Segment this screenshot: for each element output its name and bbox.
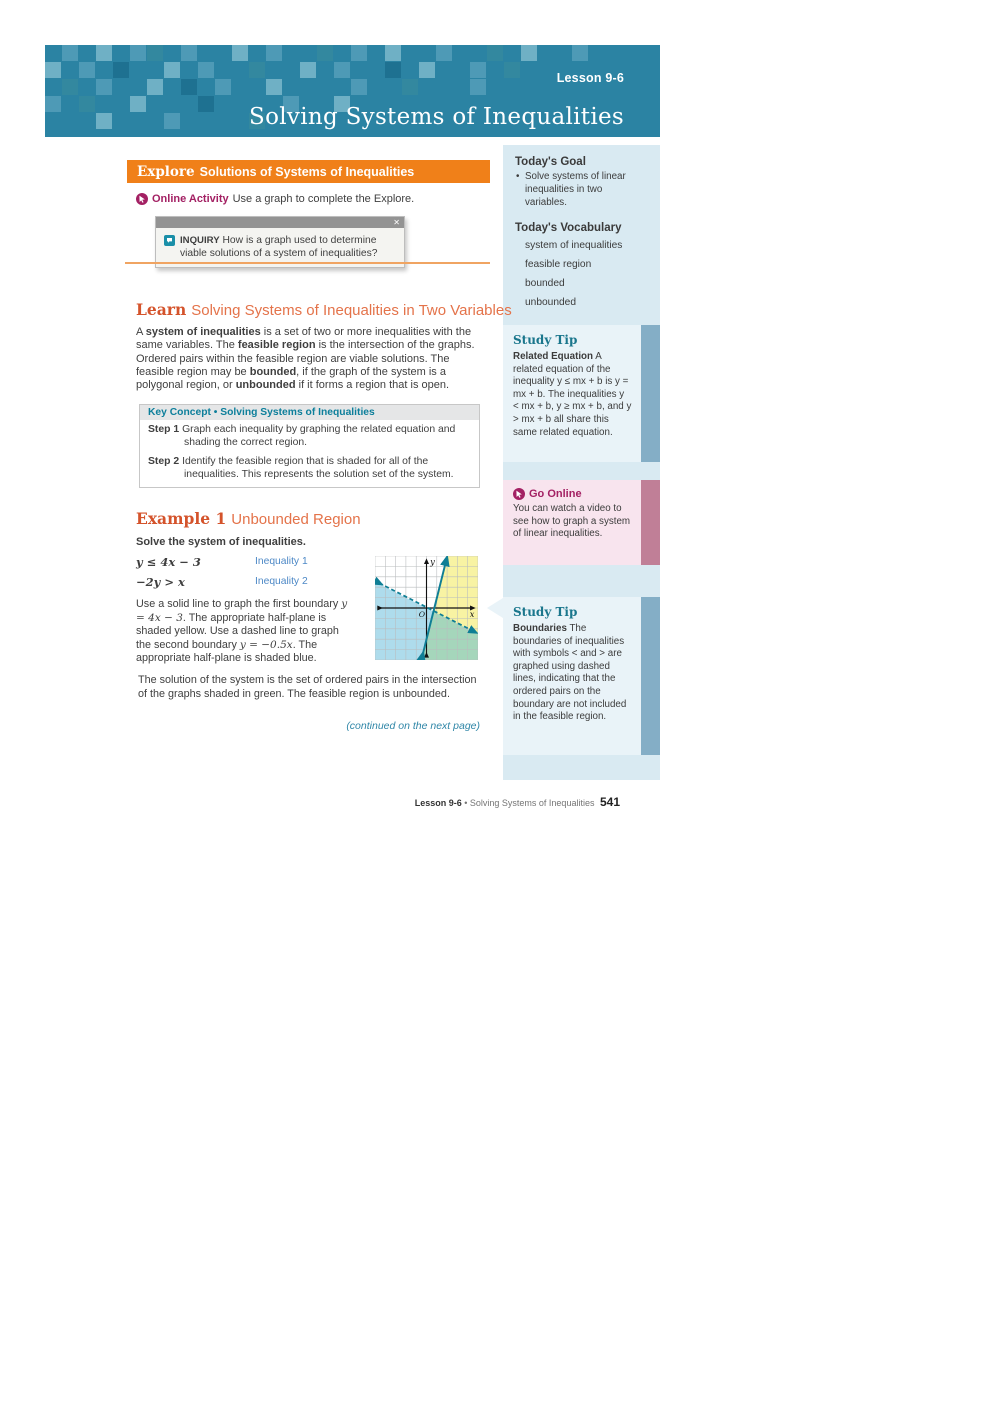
go-online-strip bbox=[641, 480, 660, 565]
inequality2-row bbox=[136, 575, 366, 589]
text-segment: . The appropriate half-plane is shaded blue. bbox=[136, 638, 318, 664]
todays-goal-item: • Solve systems of linear inequalities in two variables. bbox=[515, 171, 640, 209]
text-segment: is a set of two or more inequalities with the same variables. The bbox=[136, 326, 472, 352]
inequality1-row bbox=[136, 555, 366, 569]
inequality1-label: Inequality 1 bbox=[255, 556, 308, 567]
vocab-term-bold: system of inequalities bbox=[145, 326, 261, 338]
study-tip-text bbox=[513, 623, 632, 724]
lesson-number-label: Lesson 9-6 bbox=[556, 71, 624, 85]
todays-goal-heading: Today's Goal bbox=[515, 156, 586, 168]
todays-vocabulary-heading: Today's Vocabulary bbox=[515, 222, 622, 235]
step-text: Identify the feasible region that is shaded for all of the inequalities. This represents the solution set of the system. bbox=[179, 456, 454, 480]
text-segment: . The appropriate half-plane is shaded yellow. Use a dashed line to graph the second boundary bbox=[136, 611, 339, 651]
inequality2-label: Inequality 2 bbox=[255, 576, 308, 587]
vocabulary-list bbox=[515, 240, 648, 309]
inquiry-titlebar bbox=[156, 217, 404, 228]
vocab-term-bold: bounded bbox=[249, 365, 297, 378]
vocabulary-item: bounded bbox=[525, 278, 565, 290]
go-online-text: You can watch a video to see how to graph a system of linear inequalities. bbox=[513, 503, 631, 540]
inquiry-question-text: How is a graph used to determine viable solutions of a system of inequalities? bbox=[180, 235, 378, 259]
study-tip-strip bbox=[641, 597, 660, 755]
header-banner bbox=[45, 45, 660, 137]
inquiry-question bbox=[180, 234, 396, 260]
inequality-graph bbox=[375, 556, 478, 660]
key-concept-step1 bbox=[148, 424, 471, 449]
text-segment: A bbox=[136, 326, 146, 338]
graph-svg bbox=[375, 556, 478, 660]
inquiry-icon bbox=[164, 235, 175, 260]
page-title: Solving Systems of Inequalities bbox=[249, 104, 624, 130]
go-online-box bbox=[503, 480, 641, 565]
study-tip-text bbox=[513, 351, 632, 439]
vocabulary-item: system of inequalities bbox=[525, 240, 623, 252]
text-segment: , if the graph of the system is a polygonal region, or bbox=[136, 365, 446, 392]
example1-instruction: Solve the system of inequalities. bbox=[136, 536, 306, 548]
online-activity-icon[interactable] bbox=[136, 193, 148, 205]
study-tip-term: Boundaries bbox=[513, 623, 567, 634]
sidebar bbox=[503, 145, 660, 780]
go-online-label[interactable]: Go Online bbox=[529, 488, 582, 500]
online-activity-line bbox=[136, 193, 414, 205]
learn-heading-text: Solving Systems of Inequalities in Two Variables bbox=[191, 302, 512, 319]
origin-label: O bbox=[418, 609, 426, 619]
study-tip-strip bbox=[641, 325, 660, 462]
explore-section-header bbox=[127, 160, 490, 183]
example1-paragraph2: The solution of the system is the set of ordered pairs in the intersection of the graphs shaded in green. The feasible region is unbounded. bbox=[138, 674, 477, 700]
study-tip-related-equation bbox=[503, 325, 641, 462]
todays-goal-block bbox=[503, 145, 660, 309]
section-divider bbox=[125, 262, 490, 264]
text-segment: if it forms a region that is open. bbox=[295, 379, 450, 392]
text-segment: Use a solid line to graph the first boundary bbox=[136, 598, 342, 610]
key-concept-header: Key Concept • Solving Systems of Inequalities bbox=[140, 405, 479, 420]
explore-keyword: Explore bbox=[137, 164, 195, 180]
study-tip-heading: Study Tip bbox=[513, 605, 578, 619]
study-tip-heading: Study Tip bbox=[513, 333, 578, 347]
study-tip-term: Related Equation bbox=[513, 351, 594, 362]
math-expression: y = −0.5x bbox=[239, 638, 293, 651]
text-segment: is the intersection of the graphs. Ordered pairs within the feasible region are viable solutions. The feasible region may be bbox=[136, 339, 475, 378]
learn-section-heading bbox=[136, 300, 512, 320]
key-concept-step2 bbox=[148, 456, 471, 481]
x-axis-label: x bbox=[469, 608, 475, 619]
page-footer bbox=[380, 795, 620, 809]
footer-lesson: Lesson 9-6 bbox=[414, 798, 462, 808]
learn-keyword: Learn bbox=[136, 300, 187, 319]
footer-separator: • bbox=[461, 798, 470, 808]
step-label: Step 1 bbox=[148, 424, 180, 435]
study-tip-body-text: A related equation of the inequality y ≤ mx + b is y = mx + b. The inequalities y < mx + b, y ≥ mx + b, and y > mx + b all share this same related equation. bbox=[513, 351, 632, 438]
key-concept-box bbox=[139, 404, 480, 488]
math-expression: y = 4x − 3 bbox=[136, 598, 348, 624]
study-tip-callout-arrow bbox=[487, 598, 503, 618]
continued-note: (continued on the next page) bbox=[346, 720, 480, 732]
close-icon[interactable]: ✕ bbox=[393, 218, 400, 227]
footer-title: Solving Systems of Inequalities bbox=[469, 798, 597, 808]
inequality1-expression: y ≤ 4x − 3 bbox=[136, 555, 201, 569]
vocab-term-bold: feasible region bbox=[237, 339, 316, 352]
explore-heading: Solutions of Systems of Inequalities bbox=[199, 165, 415, 179]
inquiry-window bbox=[155, 216, 405, 268]
online-activity-text: Use a graph to complete the Explore. bbox=[232, 193, 415, 205]
go-online-icon[interactable] bbox=[513, 488, 525, 500]
vocabulary-item: feasible region bbox=[525, 259, 592, 271]
example1-paragraph1 bbox=[136, 598, 350, 666]
vocabulary-item: unbounded bbox=[525, 297, 576, 309]
learn-paragraph bbox=[136, 326, 488, 392]
inequality2-expression: −2y > x bbox=[136, 575, 185, 589]
study-tip-boundaries bbox=[503, 597, 641, 755]
step-text: Graph each inequality by graphing the related equation and shading the correct region. bbox=[179, 424, 456, 448]
footer-page-number: 541 bbox=[599, 795, 620, 809]
example1-keyword: Example 1 bbox=[136, 509, 227, 528]
study-tip-body-text: The boundaries of inequalities with symbols < and > are graphed using dashed lines, indicating that the ordered pairs on the boundary are not included in the feasible region. bbox=[513, 623, 627, 723]
example1-heading bbox=[136, 509, 361, 529]
inquiry-label: INQUIRY bbox=[180, 235, 220, 246]
step-label: Step 2 bbox=[148, 456, 180, 468]
vocab-term-bold: unbounded bbox=[235, 379, 296, 392]
online-activity-label[interactable]: Online Activity bbox=[152, 193, 229, 205]
y-axis-label: y bbox=[430, 556, 435, 567]
example1-heading-text: Unbounded Region bbox=[231, 511, 361, 528]
